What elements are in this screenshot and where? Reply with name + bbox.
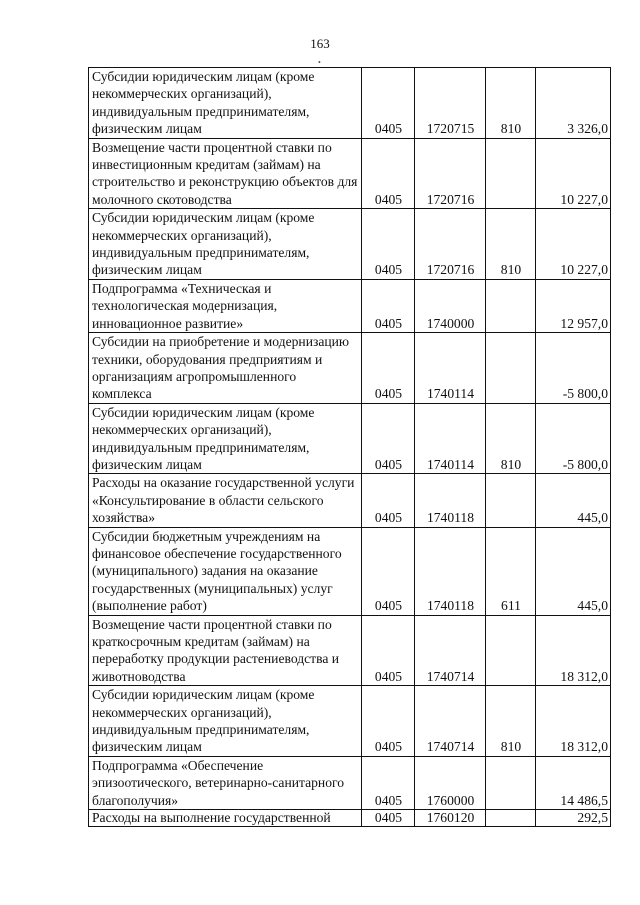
row-section-cell: 0405 [362, 810, 415, 827]
table-row [89, 138, 611, 209]
row-name-cell: Субсидии юридическим лицам (кроме некоммерческих организаций), индивидуальным предпринимателям, физическим лицам [89, 209, 362, 280]
table-row [89, 686, 611, 757]
row-section-cell: 0405 [362, 686, 415, 757]
row-expense-type-cell [486, 756, 536, 809]
row-code-cell: 1760120 [415, 810, 486, 827]
row-section-cell: 0405 [362, 756, 415, 809]
row-expense-type-cell [486, 474, 536, 527]
row-expense-type-cell: 810 [486, 209, 536, 280]
row-name-cell: Подпрограмма «Обеспечение эпизоотического, ветеринарно-санитарного благополучия» [89, 756, 362, 809]
table-row [89, 333, 611, 404]
row-sum-cell: 445,0 [536, 474, 611, 527]
table-row [89, 810, 611, 827]
row-name-cell: Возмещение части процентной ставки по инвестиционным кредитам (займам) на строительство и реконструкцию объектов для молочного скотоводства [89, 138, 362, 209]
row-sum-cell: 18 312,0 [536, 686, 611, 757]
table-row [89, 279, 611, 332]
row-expense-type-cell [486, 810, 536, 827]
row-section-cell: 0405 [362, 403, 415, 474]
row-name-cell: Субсидии на приобретение и модернизацию техники, оборудования предприятиям и организациям агропромышленного комплекса [89, 333, 362, 404]
row-name-cell: Субсидии бюджетным учреждениям на финансовое обеспечение государственного (муниципального) задания на оказание государственных (муниципальных) услуг (выполнение работ) [89, 527, 362, 615]
row-sum-cell: 12 957,0 [536, 279, 611, 332]
row-code-cell: 1740118 [415, 527, 486, 615]
row-name-cell: Подпрограмма «Техническая и технологическая модернизация, инновационное развитие» [89, 279, 362, 332]
row-code-cell: 1740000 [415, 279, 486, 332]
table-row [89, 403, 611, 474]
row-name-cell: Возмещение части процентной ставки по краткосрочным кредитам (займам) на переработку продукции растениеводства и животноводства [89, 615, 362, 686]
row-expense-type-cell [486, 138, 536, 209]
row-sum-cell: -5 800,0 [536, 333, 611, 404]
row-name-cell: Субсидии юридическим лицам (кроме некоммерческих организаций), индивидуальным предпринимателям, физическим лицам [89, 68, 362, 139]
scan-dot-mark: • [318, 58, 321, 67]
page-number: 163 [310, 36, 330, 51]
row-section-cell: 0405 [362, 333, 415, 404]
row-name-cell: Субсидии юридическим лицам (кроме некоммерческих организаций), индивидуальным предпринимателям, физическим лицам [89, 403, 362, 474]
row-section-cell: 0405 [362, 138, 415, 209]
row-name-cell: Субсидии юридическим лицам (кроме некоммерческих организаций), индивидуальным предпринимателям, физическим лицам [89, 686, 362, 757]
row-sum-cell: 445,0 [536, 527, 611, 615]
row-sum-cell: 10 227,0 [536, 209, 611, 280]
row-expense-type-cell: 810 [486, 686, 536, 757]
row-expense-type-cell [486, 333, 536, 404]
row-code-cell: 1740114 [415, 333, 486, 404]
row-section-cell: 0405 [362, 279, 415, 332]
row-code-cell: 1740714 [415, 615, 486, 686]
row-name-cell: Расходы на оказание государственной услуги «Консультирование в области сельского хозяйства» [89, 474, 362, 527]
table-row [89, 68, 611, 139]
row-section-cell: 0405 [362, 68, 415, 139]
row-section-cell: 0405 [362, 527, 415, 615]
table-row [89, 209, 611, 280]
row-code-cell: 1720716 [415, 138, 486, 209]
row-sum-cell: -5 800,0 [536, 403, 611, 474]
row-expense-type-cell [486, 279, 536, 332]
row-expense-type-cell [486, 615, 536, 686]
table-row [89, 756, 611, 809]
row-sum-cell: 14 486,5 [536, 756, 611, 809]
row-section-cell: 0405 [362, 615, 415, 686]
table-row [89, 474, 611, 527]
row-sum-cell: 10 227,0 [536, 138, 611, 209]
row-section-cell: 0405 [362, 474, 415, 527]
table-row [89, 527, 611, 615]
row-code-cell: 1760000 [415, 756, 486, 809]
row-expense-type-cell: 810 [486, 403, 536, 474]
table-row [89, 615, 611, 686]
row-code-cell: 1740714 [415, 686, 486, 757]
row-code-cell: 1740118 [415, 474, 486, 527]
row-code-cell: 1740114 [415, 403, 486, 474]
row-sum-cell: 3 326,0 [536, 68, 611, 139]
row-sum-cell: 18 312,0 [536, 615, 611, 686]
row-code-cell: 1720716 [415, 209, 486, 280]
row-sum-cell: 292,5 [536, 810, 611, 827]
row-section-cell: 0405 [362, 209, 415, 280]
budget-table [88, 67, 611, 827]
row-expense-type-cell: 611 [486, 527, 536, 615]
row-code-cell: 1720715 [415, 68, 486, 139]
row-expense-type-cell: 810 [486, 68, 536, 139]
row-name-cell: Расходы на выполнение государственной [89, 810, 362, 827]
